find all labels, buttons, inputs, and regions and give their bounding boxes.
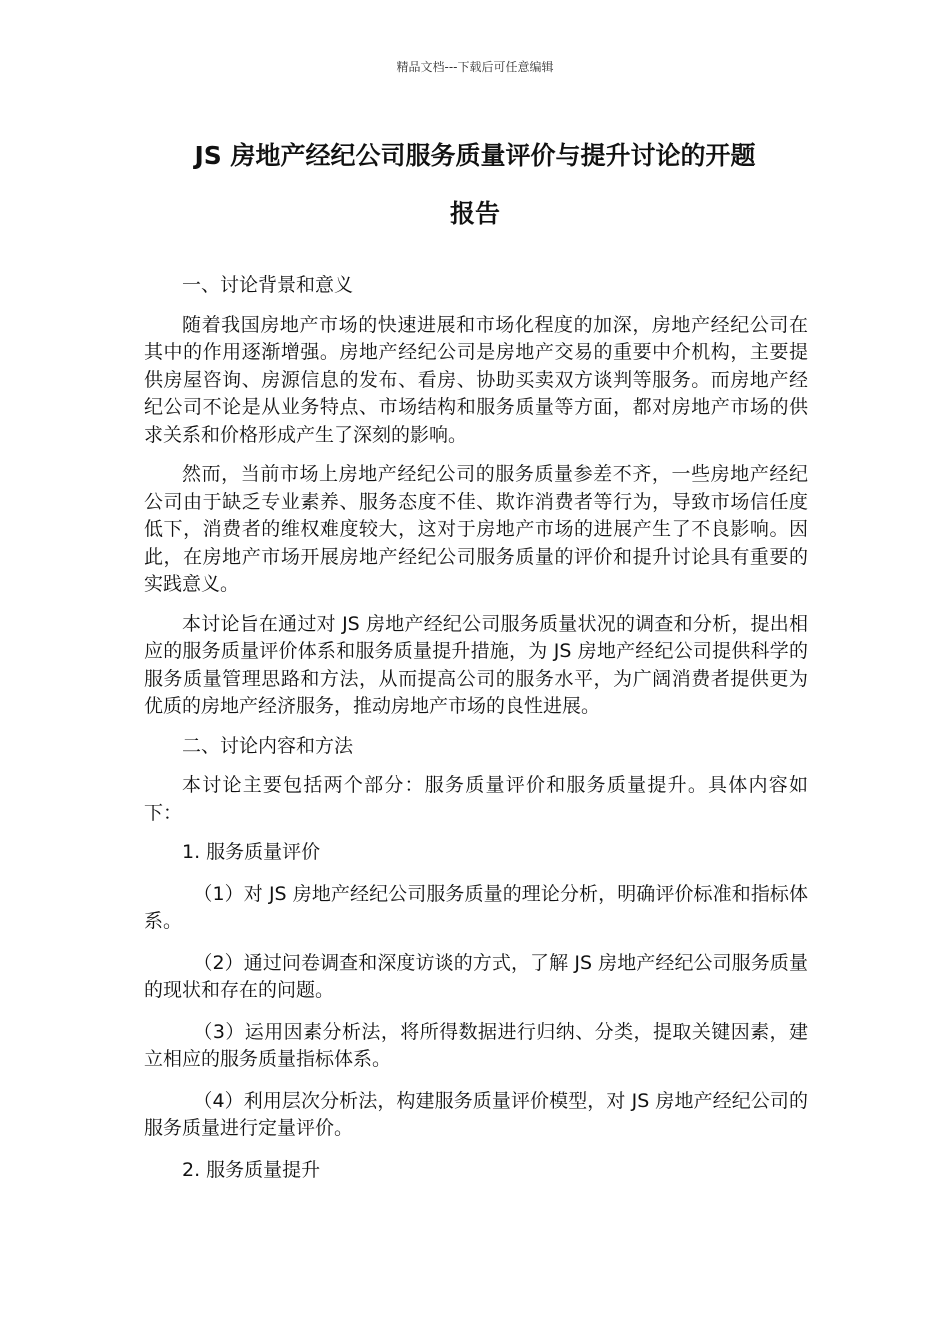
- section-1-paragraph-1: 随着我国房地产市场的快速进展和市场化程度的加深，房地产经纪公司在其中的作用逐渐增强。房地产经纪公司是房地产交易的重要中介机构，主要提供房屋咨询、房源信息的发布、看房、协助买卖双方谈判等服务。而房地产经纪公司不论是从业务特点、市场结构和服务质量等方面，都对房地产市场的供求关系和价格形成产生了深刻的影响。: [144, 313, 808, 446]
- section-2-paragraph-1: 本讨论主要包括两个部分：服务质量评价和服务质量提升。具体内容如下：: [144, 774, 808, 824]
- section-2-item-1-d: （4）利用层次分析法，构建服务质量评价模型，对 JS 房地产经纪公司的服务质量进行定量评价。: [144, 1089, 808, 1139]
- document-title-line-1: JS 房地产经纪公司服务质量评价与提升讨论的开题: [194, 141, 756, 170]
- section-2-item-1-heading: 1. 服务质量评价: [182, 841, 321, 863]
- section-1-paragraph-3: 本讨论旨在通过对 JS 房地产经纪公司服务质量状况的调查和分析，提出相应的服务质量评价体系和服务质量提升措施，为 JS 房地产经纪公司提供科学的服务质量管理思路和方法，从而提高公司的服务水平，为广阔消费者提供更为优质的房地产经济服务，推动房地产市场的良性进展。: [144, 612, 808, 717]
- document-body: [144, 272, 808, 1184]
- section-2-heading: 二、讨论内容和方法: [182, 734, 354, 757]
- section-1-heading: 一、讨论背景和意义: [182, 274, 354, 296]
- section-2-item-1-c: （3）运用因素分析法，将所得数据进行归纳、分类，提取关键因素，建立相应的服务质量指标体系。: [144, 1020, 808, 1070]
- section-1-paragraph-2: 然而，当前市场上房地产经纪公司的服务质量参差不齐，一些房地产经纪公司由于缺乏专业素养、服务态度不佳、欺诈消费者等行为，导致市场信任度低下，消费者的维权难度较大，这对于房地产市场的进展产生了不良影响。因此，在房地产市场开展房地产经纪公司服务质量的评价和提升讨论具有重要的实践意义。: [144, 463, 808, 595]
- header-note: 精品文档---下载后可任意编辑: [396, 60, 554, 74]
- section-2-item-2-heading: 2. 服务质量提升: [182, 1158, 321, 1181]
- section-2-item-1-a: （1）对 JS 房地产经纪公司服务质量的理论分析，明确评价标准和指标体系。: [144, 882, 808, 932]
- section-2-item-1-b: （2）通过问卷调查和深度访谈的方式，了解 JS 房地产经纪公司服务质量的现状和存在的问题。: [144, 951, 808, 1001]
- document-title-line-2: 报告: [449, 199, 500, 228]
